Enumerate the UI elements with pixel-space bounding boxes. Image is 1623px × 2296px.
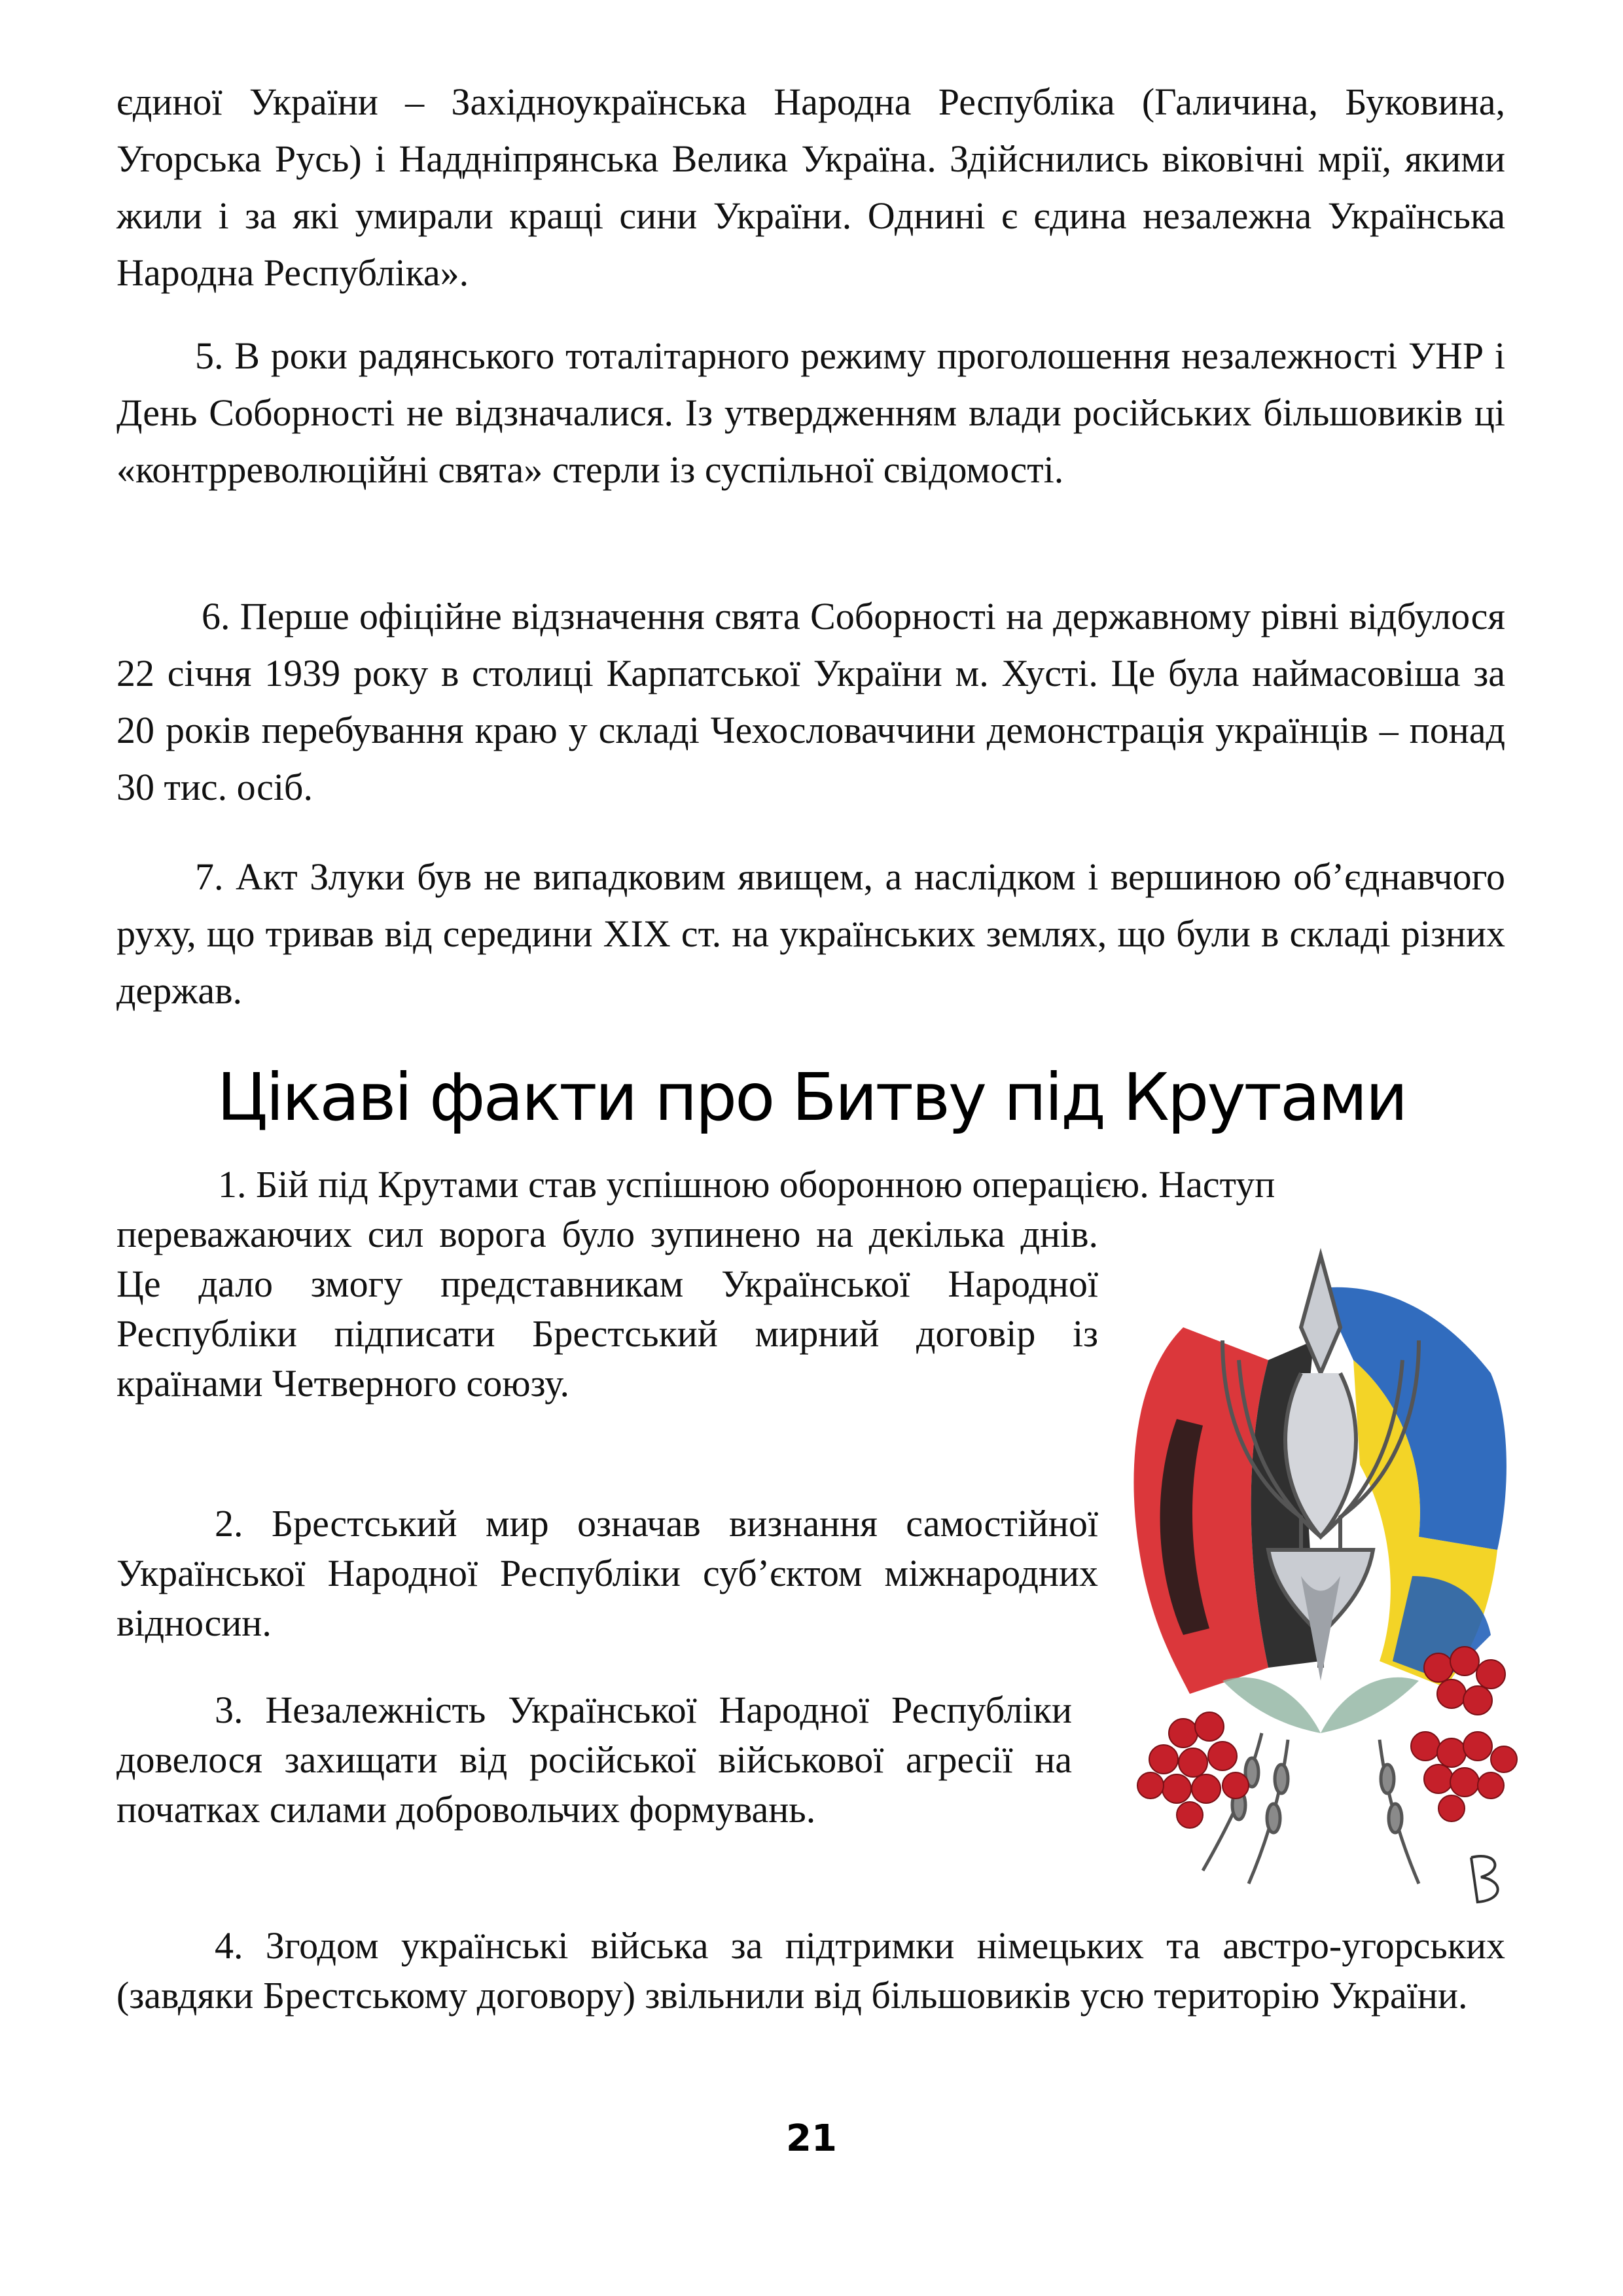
paragraph-5: 5. В роки радянського тоталітарного режиму проголошення незалежності УНР і День Соборності не відзначалися. Із утвердженням влади російських більшовиків ці «контрреволюційні свята» стерли із суспільної свідомості. bbox=[116, 334, 1505, 491]
trident-emblem-icon bbox=[1105, 1210, 1537, 1910]
fact-3-text: 3. Незалежність Української Народної Республіки довелося захищати від російської військової агресії на початках силами добровольчих формувань. bbox=[116, 1689, 1072, 1831]
fact-1-first-line: 1. Бій під Крутами став успішною оборонною операцією. Наступ bbox=[218, 1163, 1275, 1206]
section-heading: Цікаві факти про Битву під Крутами bbox=[217, 1059, 1406, 1136]
page-number: 21 bbox=[786, 2117, 837, 2160]
paragraph-6: 6. Перше офіційне відзначення свята Соборності на державному рівні відбулося 22 січня 1939 року в столиці Карпатської України м. Хусті. Це була наймасовіша за 20 років перебування краю у складі Чехословаччини демонстрація українців – понад 30 тис. осіб. bbox=[116, 595, 1505, 808]
fact-2-text: 2. Брестський мир означав визнання самостійної Української Народної Республіки суб’єктом міжнародних відносин. bbox=[116, 1502, 1098, 1644]
fact-4-text: 4. Згодом українські війська за підтримки німецьких та австро-угорських (завдяки Брестському договору) звільнили від більшовиків усю територію України. bbox=[116, 1924, 1505, 2017]
fact-1-text: переважаючих сил ворога було зупинено на декілька днів. Це дало змогу представникам Української Народної Республіки підписати Брестський мирний договір із країнами Четверного союзу. bbox=[116, 1213, 1098, 1405]
paragraph-7: 7. Акт Злуки був не випадковим явищем, а наслідком і вершиною об’єднавчого руху, що тривав від середини XIX ст. на українських землях, що були в складі різних держав. bbox=[116, 855, 1505, 1012]
paragraph-continuation: єдиної України – Західноукраїнська Народна Республіка (Галичина, Буковина, Угорська Русь) і Наддніпрянська Велика Україна. Здійснились віковічні мрії, якими жили і за які умирали кращі сини України. Однині є єдина незалежна Українська Народна Республіка». bbox=[116, 81, 1505, 294]
